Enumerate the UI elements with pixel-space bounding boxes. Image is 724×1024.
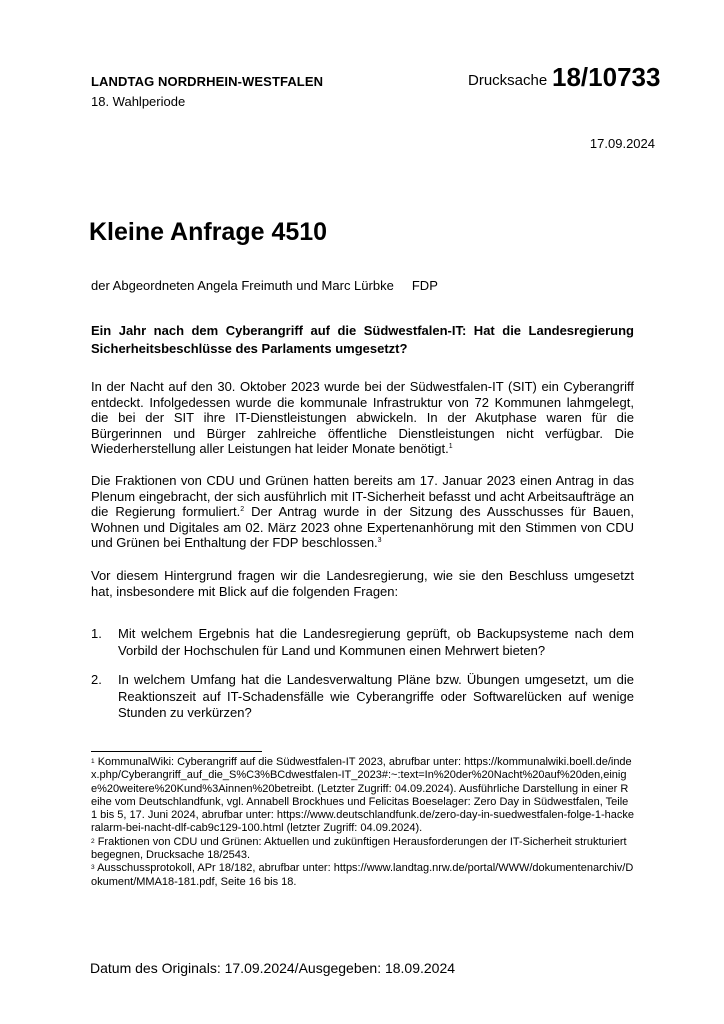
parliament-name: LANDTAG NORDRHEIN-WESTFALEN <box>91 74 324 89</box>
footnote-3 <box>91 862 634 889</box>
footnote-1 <box>91 756 634 836</box>
authors-line: der Abgeordneten Angela Freimuth und Marc Lürbke FDP <box>91 278 438 293</box>
question-number: 2. <box>91 672 102 687</box>
question-1 <box>91 626 634 659</box>
footer-dates: Datum des Originals: 17.09.2024/Ausgegeben: 18.09.2024 <box>90 960 456 976</box>
paragraph-3 <box>91 568 634 599</box>
question-number: 1. <box>91 626 102 641</box>
footnote-marker: 2 <box>91 837 95 845</box>
footnote-ref-3: 3 <box>377 537 382 545</box>
question-text: Mit welchem Ergebnis hat die Landesregierung geprüft, ob Backupsysteme nach dem Vorbild der Hochschulen für Land und Kommunen einen Mehrwert bieten? <box>118 626 634 658</box>
paragraph-2-text-b: Der Antrag wurde in der Sitzung des Ausschusses für Bauen, Wohnen und Digitales am 02. März 2023 ohne Expertenanhörung mit den Stimmen von CDU und Grünen bei Enthaltung der FDP beschlossen. <box>91 504 634 551</box>
footnote-text: Fraktionen von CDU und Grünen: Aktuellen und zukünftigen Herausforderungen der IT-Sicherheit strukturiert begegnen, Drucksache 18/2543. <box>91 835 627 862</box>
paragraph-2-text-a: Die Fraktionen von CDU und Grünen hatten bereits am 17. Januar 2023 einen Antrag in das Plenum eingebracht, der sich ausführlich mit IT-Sicherheit befasst und acht Arbeitsaufträge an die Regierung formuliert. <box>91 473 634 520</box>
footnote-ref-1: 1 <box>448 443 453 451</box>
footnote-text: Ausschussprotokoll, APr 18/182, abrufbar unter: https://www.landtag.nrw.de/portal/WWW/dokumentenarchiv/Dokument/MMA18-181.pdf, Seite 16 bis 18. <box>91 862 634 888</box>
footnote-2 <box>91 836 634 863</box>
question-2 <box>91 672 634 722</box>
footnote-marker: 3 <box>91 864 95 872</box>
subject-heading: Ein Jahr nach dem Cyberangriff auf die Südwestfalen-IT: Hat die Landesregierung Sicherheitsbeschlüsse des Parlaments umgesetzt? <box>91 323 634 356</box>
legislative-period: 18. Wahlperiode <box>91 94 186 109</box>
footnote-divider <box>91 751 262 752</box>
paragraph-1-text: In der Nacht auf den 30. Oktober 2023 wurde bei der Südwestfalen-IT (SIT) ein Cyberangriff entdeckt. Infolgedessen wurde die kommunale Infrastruktur von 72 Kommunen lahmgelegt, die bei der SIT ihre IT-Dienstleistungen abwickeln. In der Akutphase waren für die Bürgerinnen und Bürger zahlreiche öffentliche Dienstleistungen nicht verfügbar. Die Wiederherstellung aller Leistungen hat leider Monate benötigt. <box>91 379 634 457</box>
page-title: Kleine Anfrage 4510 <box>89 218 328 246</box>
footnote-marker: 1 <box>91 758 95 765</box>
question-text: In welchem Umfang hat die Landesverwaltung Pläne bzw. Übungen umgesetzt, um die Reaktionszeit auf IT-Schadensfälle wie Cyberangriffe oder Softwarelücken auf wenige Stunden zu verkürzen? <box>118 672 634 720</box>
drucksache-number: 18/10733 <box>552 62 661 92</box>
footnote-ref-2: 2 <box>240 506 245 514</box>
footnote-text: KommunalWiki: Cyberangriff auf die Südwestfalen-IT 2023, abrufbar unter: https://kommunalwiki.boell.de/index.php/Cyberangriff_auf_die_S%C3%BCdwestfalen-IT_2023#:~:text=In%20der%20Nacht%20auf%20den,einige%20weitere%20Kund%3Ainnen%20betreibt. (Letzter Zugriff: 04.09.2024). Ausführliche Darstellung in einer Reihe vom Deutschlandfunk, vgl. Annabell Brockhues und Felicitas Boeselager: Zero Day in Südwestfalen, Teile 1 bis 5, 17. Juni 2024, abrufbar unter: https://www.deutschlandfunk.de/zero-day-in-suedwestfalen-folge-1-hackeralarm-bei-nacht-dlf-cab9c129-100.html (letzter Zugriff: 04.09.2024). <box>91 756 634 835</box>
footnotes <box>91 756 634 889</box>
drucksache-label: Drucksache <box>468 72 548 89</box>
paragraph-1 <box>91 379 634 457</box>
paragraph-3-text: Vor diesem Hintergrund fragen wir die Landesregierung, wie sie den Beschluss umgesetzt hat, insbesondere mit Blick auf die folgenden Fragen: <box>91 568 634 599</box>
paragraph-2 <box>91 473 634 551</box>
document-date: 17.09.2024 <box>589 136 655 151</box>
